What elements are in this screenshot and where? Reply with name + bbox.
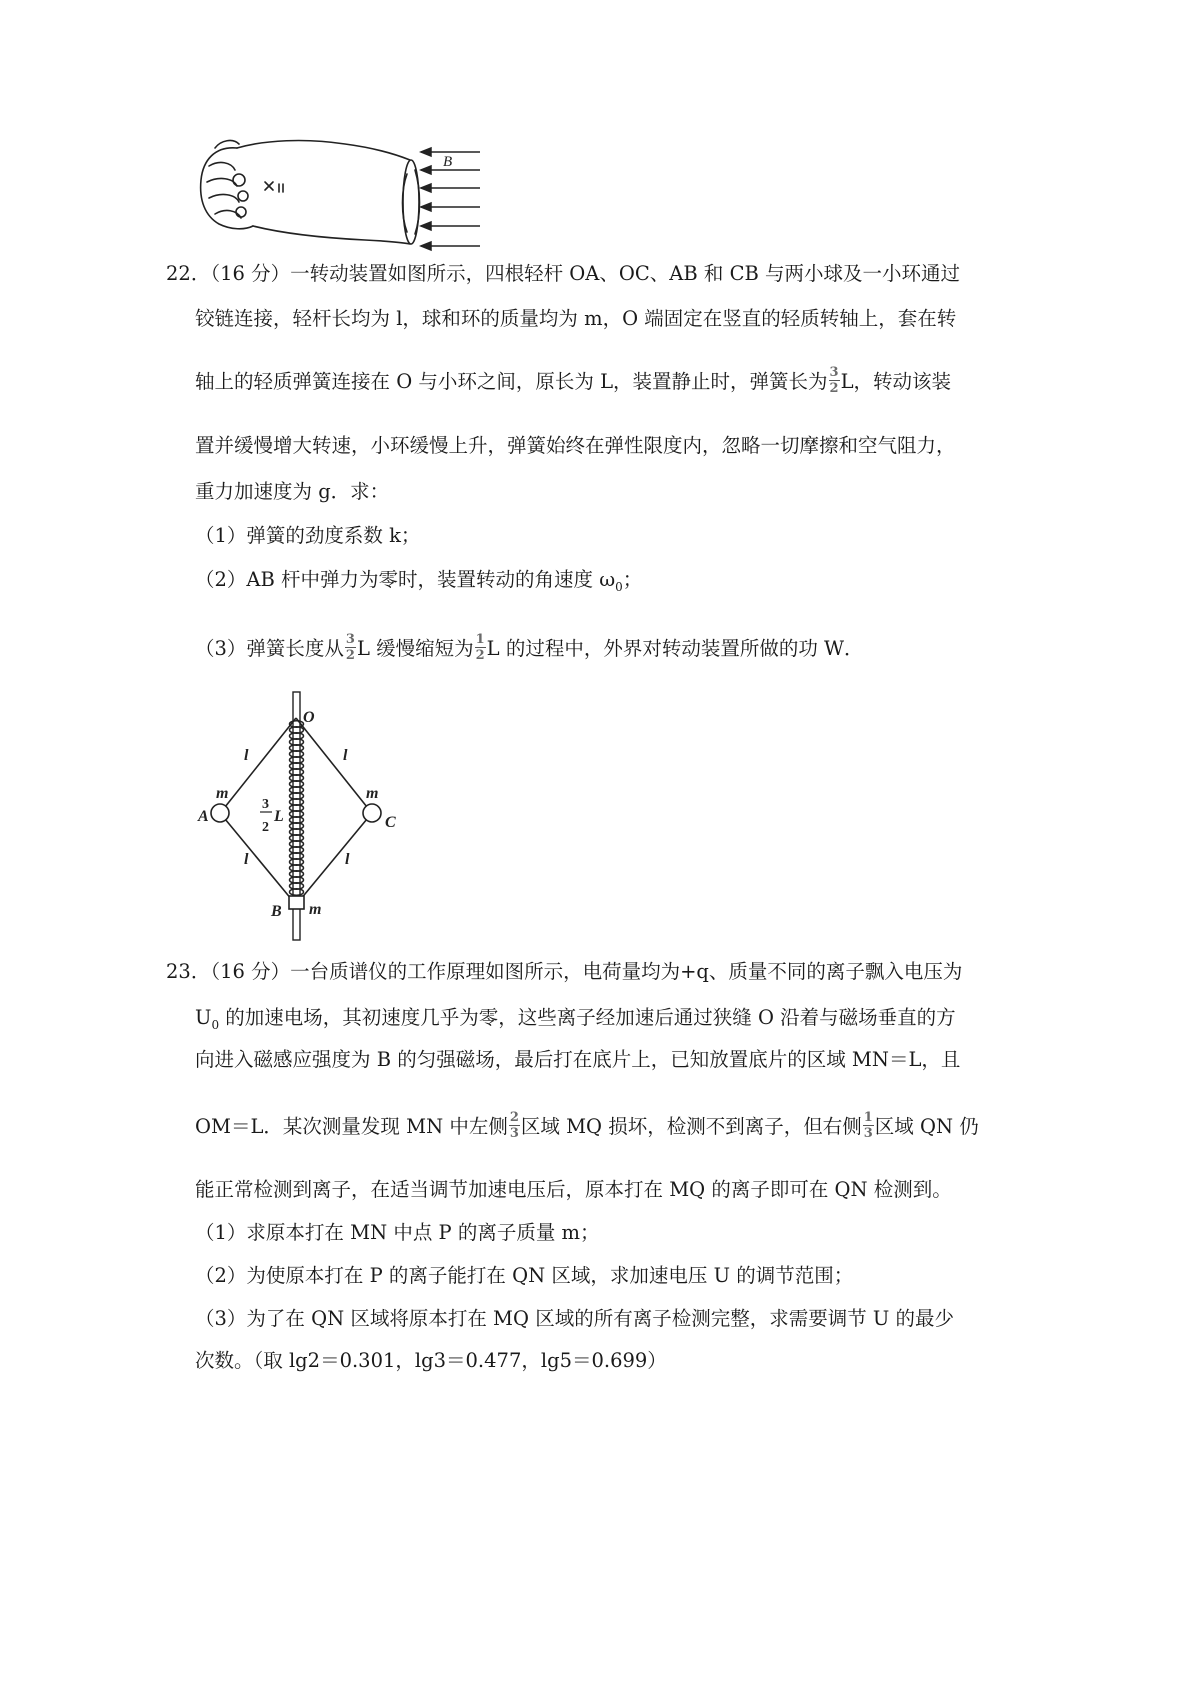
q22-line1: 22．（16 分）一转动装置如图所示，四根轻杆 OA、OC、AB 和 CB 与两小球及一小环通过 [166, 262, 961, 285]
q22-line4: 置并缓慢增大转速，小环缓慢上升，弹簧始终在弹性限度内，忽略一切摩擦和空气阻力， [195, 434, 956, 457]
label-m: m [309, 901, 322, 918]
label-l: l [343, 747, 348, 764]
fraction-1-3: $\frac{1}{3}$ [863, 1110, 873, 1142]
ball-c [363, 804, 381, 822]
rotating-device-figure [190, 688, 420, 943]
fraction-3-2: $\frac{3}{2}$ [829, 365, 839, 397]
fraction-2-3: $\frac{2}{3}$ [509, 1110, 519, 1142]
fraction-1-2: $\frac{1}{2}$ [475, 632, 485, 664]
spring-label-l: L [274, 808, 284, 825]
question-number: 22． [166, 262, 211, 285]
q22-sub2: （2）AB 杆中弹力为零时，装置转动的角速度 $\omega_0$； [195, 568, 643, 594]
q23-line3: 向进入磁感应强度为 B 的匀强磁场，最后打在底片上，已知放置底片的区域 MN＝L，且 [195, 1048, 961, 1071]
label-l: l [244, 747, 249, 764]
label-l: l [244, 851, 249, 868]
label-m: m [366, 785, 379, 802]
q23-sub2: （2）为使原本打在 P 的离子能打在 QN 区域，求加速电压 U 的调节范围； [195, 1264, 854, 1287]
question-score: （16 分） [210, 960, 291, 983]
label-m: m [216, 785, 229, 802]
field-label-b: B [443, 154, 453, 170]
question-number: 23． [166, 960, 211, 983]
label-b: B [271, 903, 282, 920]
q23-sub3: （3）为了在 QN 区域将原本打在 MQ 区域的所有离子检测完整，求需要调节 U 的最少 [195, 1307, 955, 1330]
q23-line1: 23．（16 分）一台质谱仪的工作原理如图所示，电荷量均为+q、质量不同的离子飘入电压为 [166, 960, 963, 983]
label-c: C [385, 814, 396, 831]
q22-line5: 重力加速度为 g．求： [195, 480, 390, 503]
q23-line4: OM＝L．某次测量发现 MN 中左侧 $\frac{2}{3}$ 区域 MQ 损坏，检测不到离子，但右侧 $\frac{1}{3}$ 区域 QN 仍 [195, 1110, 979, 1142]
ball-a [211, 804, 229, 822]
q22-line2: 铰链连接，轻杆长均为 l，球和环的质量均为 m，O 端固定在竖直的轻质转轴上，套在转 [195, 307, 957, 330]
question-score: （16 分） [210, 262, 291, 285]
q23-line5: 能正常检测到离子，在适当调节加速电压后，原本打在 MQ 的离子即可在 QN 检测到。 [195, 1178, 952, 1201]
q23-sub1: （1）求原本打在 MN 中点 P 的离子质量 m； [195, 1221, 600, 1244]
spring-fraction-num: 3 [262, 797, 269, 812]
q23-line2: $U_0$ 的加速电场，其初速度几乎为零，这些离子经加速后通过狭缝 O 沿着与磁场垂直的方 [195, 1006, 956, 1032]
q22-line3: 轴上的轻质弹簧连接在 O 与小环之间，原长为 L，装置静止时，弹簧长为 $\frac{3}{2}$ L，转动该装 [195, 365, 952, 397]
q22-sub1: （1）弹簧的劲度系数 k； [195, 524, 421, 547]
fraction-3-2: $\frac{3}{2}$ [345, 632, 355, 664]
hand-magnetic-field-figure [195, 130, 485, 254]
ring-b [289, 896, 304, 909]
label-o: O [303, 709, 315, 726]
q23-sub3-cont: 次数。（取 lg2＝0.301，lg3＝0.477，lg5＝0.699） [195, 1349, 667, 1372]
spring-fraction-den: 2 [262, 820, 269, 835]
q22-sub3: （3）弹簧长度从 $\frac{3}{2}$ L 缓慢缩短为 $\frac{1}{2}$ L 的过程中，外界对转动装置所做的功 W． [195, 632, 864, 664]
label-a: A [198, 808, 209, 825]
label-l: l [345, 851, 350, 868]
